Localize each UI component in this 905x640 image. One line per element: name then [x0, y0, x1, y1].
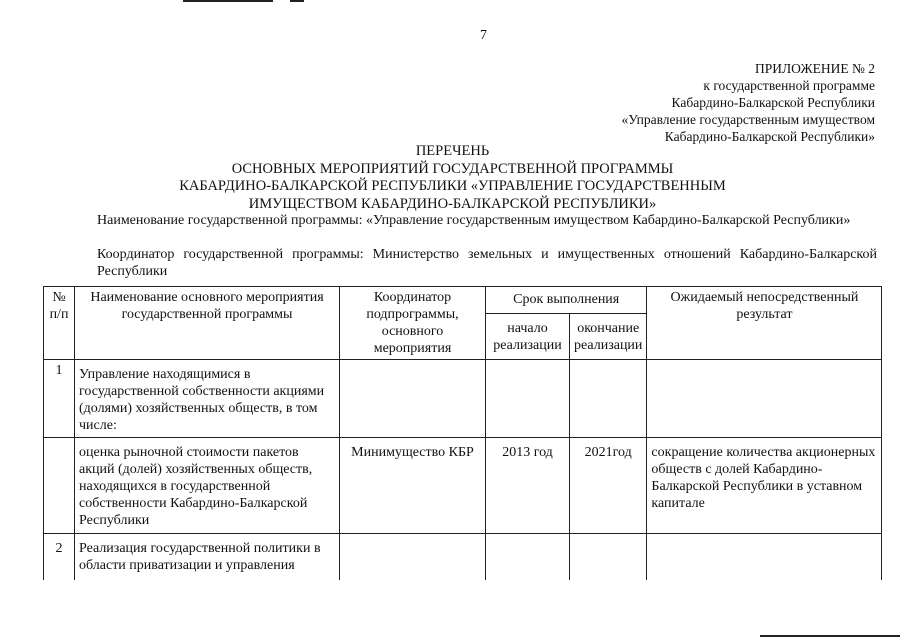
row-result: сокращение количества акционерных обществ с долей Кабардино-Балкарской Республики в уставном капитале [647, 438, 882, 534]
scan-artifact-top [183, 0, 273, 2]
row-end [570, 360, 647, 438]
title-line: ИМУЩЕСТВОМ КАБАРДИНО-БАЛКАРСКОЙ РЕСПУБЛИКИ» [248, 195, 657, 212]
row-start [486, 360, 570, 438]
header-start: начало реализации [486, 314, 570, 360]
header-name: Наименование основного мероприятия государственной программы [75, 287, 340, 360]
row-name: Управление находящимися в государственной собственности акциями (долями) хозяйственных обществ, в том числе: [75, 360, 340, 438]
table-header-row [44, 287, 882, 314]
row-coordinator [340, 360, 486, 438]
appendix-line: Кабардино-Балкарской Республики» [664, 129, 875, 144]
appendix-line: Кабардино-Балкарской Республики [671, 95, 875, 110]
appendix-header [455, 60, 875, 145]
page-number: 7 [480, 28, 487, 43]
row-name: Реализация государственной политики в области приватизации и управления [75, 534, 340, 580]
measures-table [43, 286, 882, 580]
row-coordinator [340, 534, 486, 580]
row-num [44, 438, 75, 534]
appendix-line: к государственной программе [703, 78, 875, 93]
title-line: ОСНОВНЫХ МЕРОПРИЯТИЙ ГОСУДАРСТВЕННОЙ ПРОГРАММЫ [231, 160, 674, 177]
header-end: окончание реализации [570, 314, 647, 360]
row-result [647, 534, 882, 580]
table-row [44, 534, 882, 580]
title-line: ПЕРЕЧЕНЬ [415, 143, 490, 159]
appendix-line: «Управление государственным имуществом [621, 112, 875, 127]
program-name-paragraph: Наименование государственной программы: «Управление государственным имуществом Кабардино-Балкарской Республики» [97, 213, 851, 228]
table-row [44, 438, 882, 534]
scan-artifact-top-small [290, 0, 304, 2]
row-coordinator: Минимущество КБР [340, 438, 486, 534]
coordinator-paragraph: Координатор государственной программы: Министерство земельных и имущественных отношений Кабардино-Балкарской Республики [97, 247, 877, 279]
row-num: 1 [44, 360, 75, 438]
title-line: КАБАРДИНО-БАЛКАРСКОЙ РЕСПУБЛИКИ «УПРАВЛЕНИЕ ГОСУДАРСТВЕННЫМ [179, 178, 726, 194]
header-result: Ожидаемый непосредственный результат [647, 287, 882, 360]
row-result [647, 360, 882, 438]
document-title [0, 143, 905, 213]
scan-artifact-bottom [760, 635, 900, 637]
row-start [486, 534, 570, 580]
header-coordinator: Координатор подпрограммы, основного мероприятия [340, 287, 486, 360]
row-end: 2021год [570, 438, 647, 534]
appendix-title: ПРИЛОЖЕНИЕ № 2 [754, 61, 875, 76]
row-end [570, 534, 647, 580]
row-name: оценка рыночной стоимости пакетов акций (долей) хозяйственных обществ, находящихся в государственной собственности Кабардино-Балкарской Республики [75, 438, 340, 534]
header-period: Срок выполнения [486, 287, 647, 314]
table-row [44, 360, 882, 438]
row-start: 2013 год [486, 438, 570, 534]
header-num: № п/п [44, 287, 75, 360]
row-num: 2 [44, 534, 75, 580]
